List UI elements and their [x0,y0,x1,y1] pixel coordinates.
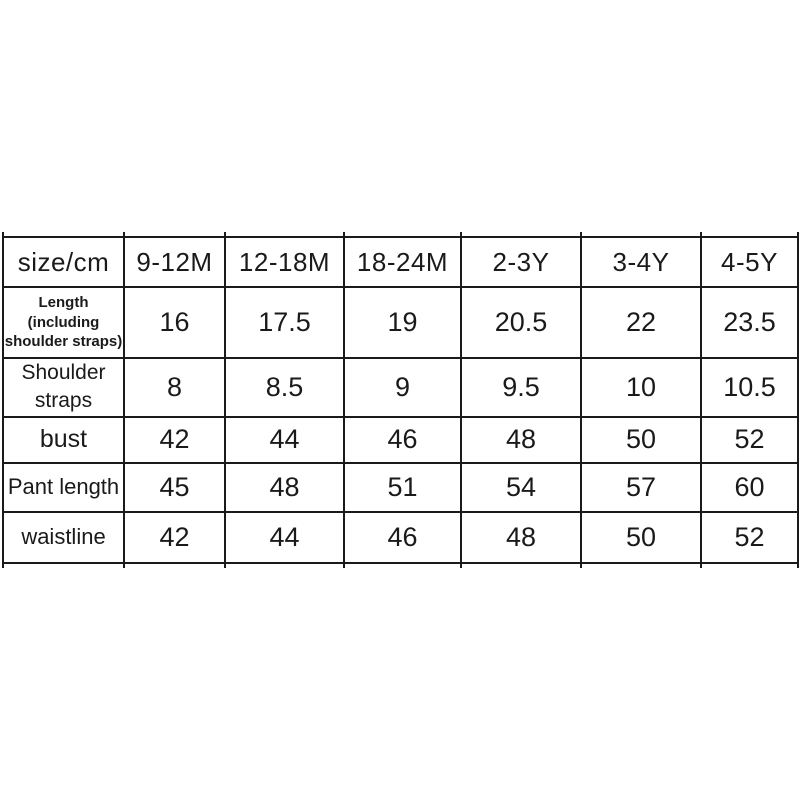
row-label-length-line2: shoulder straps) [4,333,123,351]
table-cell: 52 [701,512,798,563]
table-cell: 42 [124,417,225,463]
column-header-3-4y: 3-4Y [581,237,701,287]
row-label-length [3,287,124,358]
table-row-length [3,287,798,358]
grid-stub [344,563,461,568]
table-row-pant-length [3,463,798,512]
table-cell: 9 [344,358,461,417]
row-label-pant-length: Pant length [3,463,124,512]
row-label-bust: bust [3,417,124,463]
table-cell: 46 [344,512,461,563]
table-cell: 17.5 [225,287,344,358]
table-cell: 45 [124,463,225,512]
table-row-bust [3,417,798,463]
grid-stub [225,563,344,568]
column-header-2-3y: 2-3Y [461,237,581,287]
table-row-shoulder-straps [3,358,798,417]
row-label-waistline: waistline [3,512,124,563]
corner-header-size-cm: size/cm [3,237,124,287]
table-cell: 60 [701,463,798,512]
row-label-shoulder-straps [3,358,124,417]
grid-stub [701,563,798,568]
row-label-shoulder-line2: straps [34,389,93,413]
table-cell: 10.5 [701,358,798,417]
table-cell: 50 [581,417,701,463]
table-cell: 48 [461,512,581,563]
table-cell: 22 [581,287,701,358]
row-label-shoulder-line1: Shoulder [21,361,106,384]
table-cell: 9.5 [461,358,581,417]
size-table [2,232,799,568]
table-cell: 10 [581,358,701,417]
table-cell: 52 [701,417,798,463]
table-cell: 48 [225,463,344,512]
table-cell: 51 [344,463,461,512]
table-row-waistline [3,512,798,563]
table-cell: 54 [461,463,581,512]
table-cell: 42 [124,512,225,563]
table-cell: 57 [581,463,701,512]
table-header-row [3,237,798,287]
column-header-18-24m: 18-24M [344,237,461,287]
table-cell: 44 [225,512,344,563]
table-cell: 50 [581,512,701,563]
cropped-grid-row-bottom [3,563,798,568]
grid-stub [124,563,225,568]
table-cell: 23.5 [701,287,798,358]
table-cell: 19 [344,287,461,358]
column-header-4-5y: 4-5Y [701,237,798,287]
grid-stub [581,563,701,568]
column-header-9-12m: 9-12M [124,237,225,287]
table-cell: 20.5 [461,287,581,358]
table-cell: 8.5 [225,358,344,417]
grid-stub [3,563,124,568]
column-header-12-18m: 12-18M [225,237,344,287]
table-cell: 44 [225,417,344,463]
table-cell: 48 [461,417,581,463]
table-cell: 46 [344,417,461,463]
table-cell: 8 [124,358,225,417]
grid-stub [461,563,581,568]
table-cell: 16 [124,287,225,358]
row-label-length-line1: Length (including [27,294,100,331]
